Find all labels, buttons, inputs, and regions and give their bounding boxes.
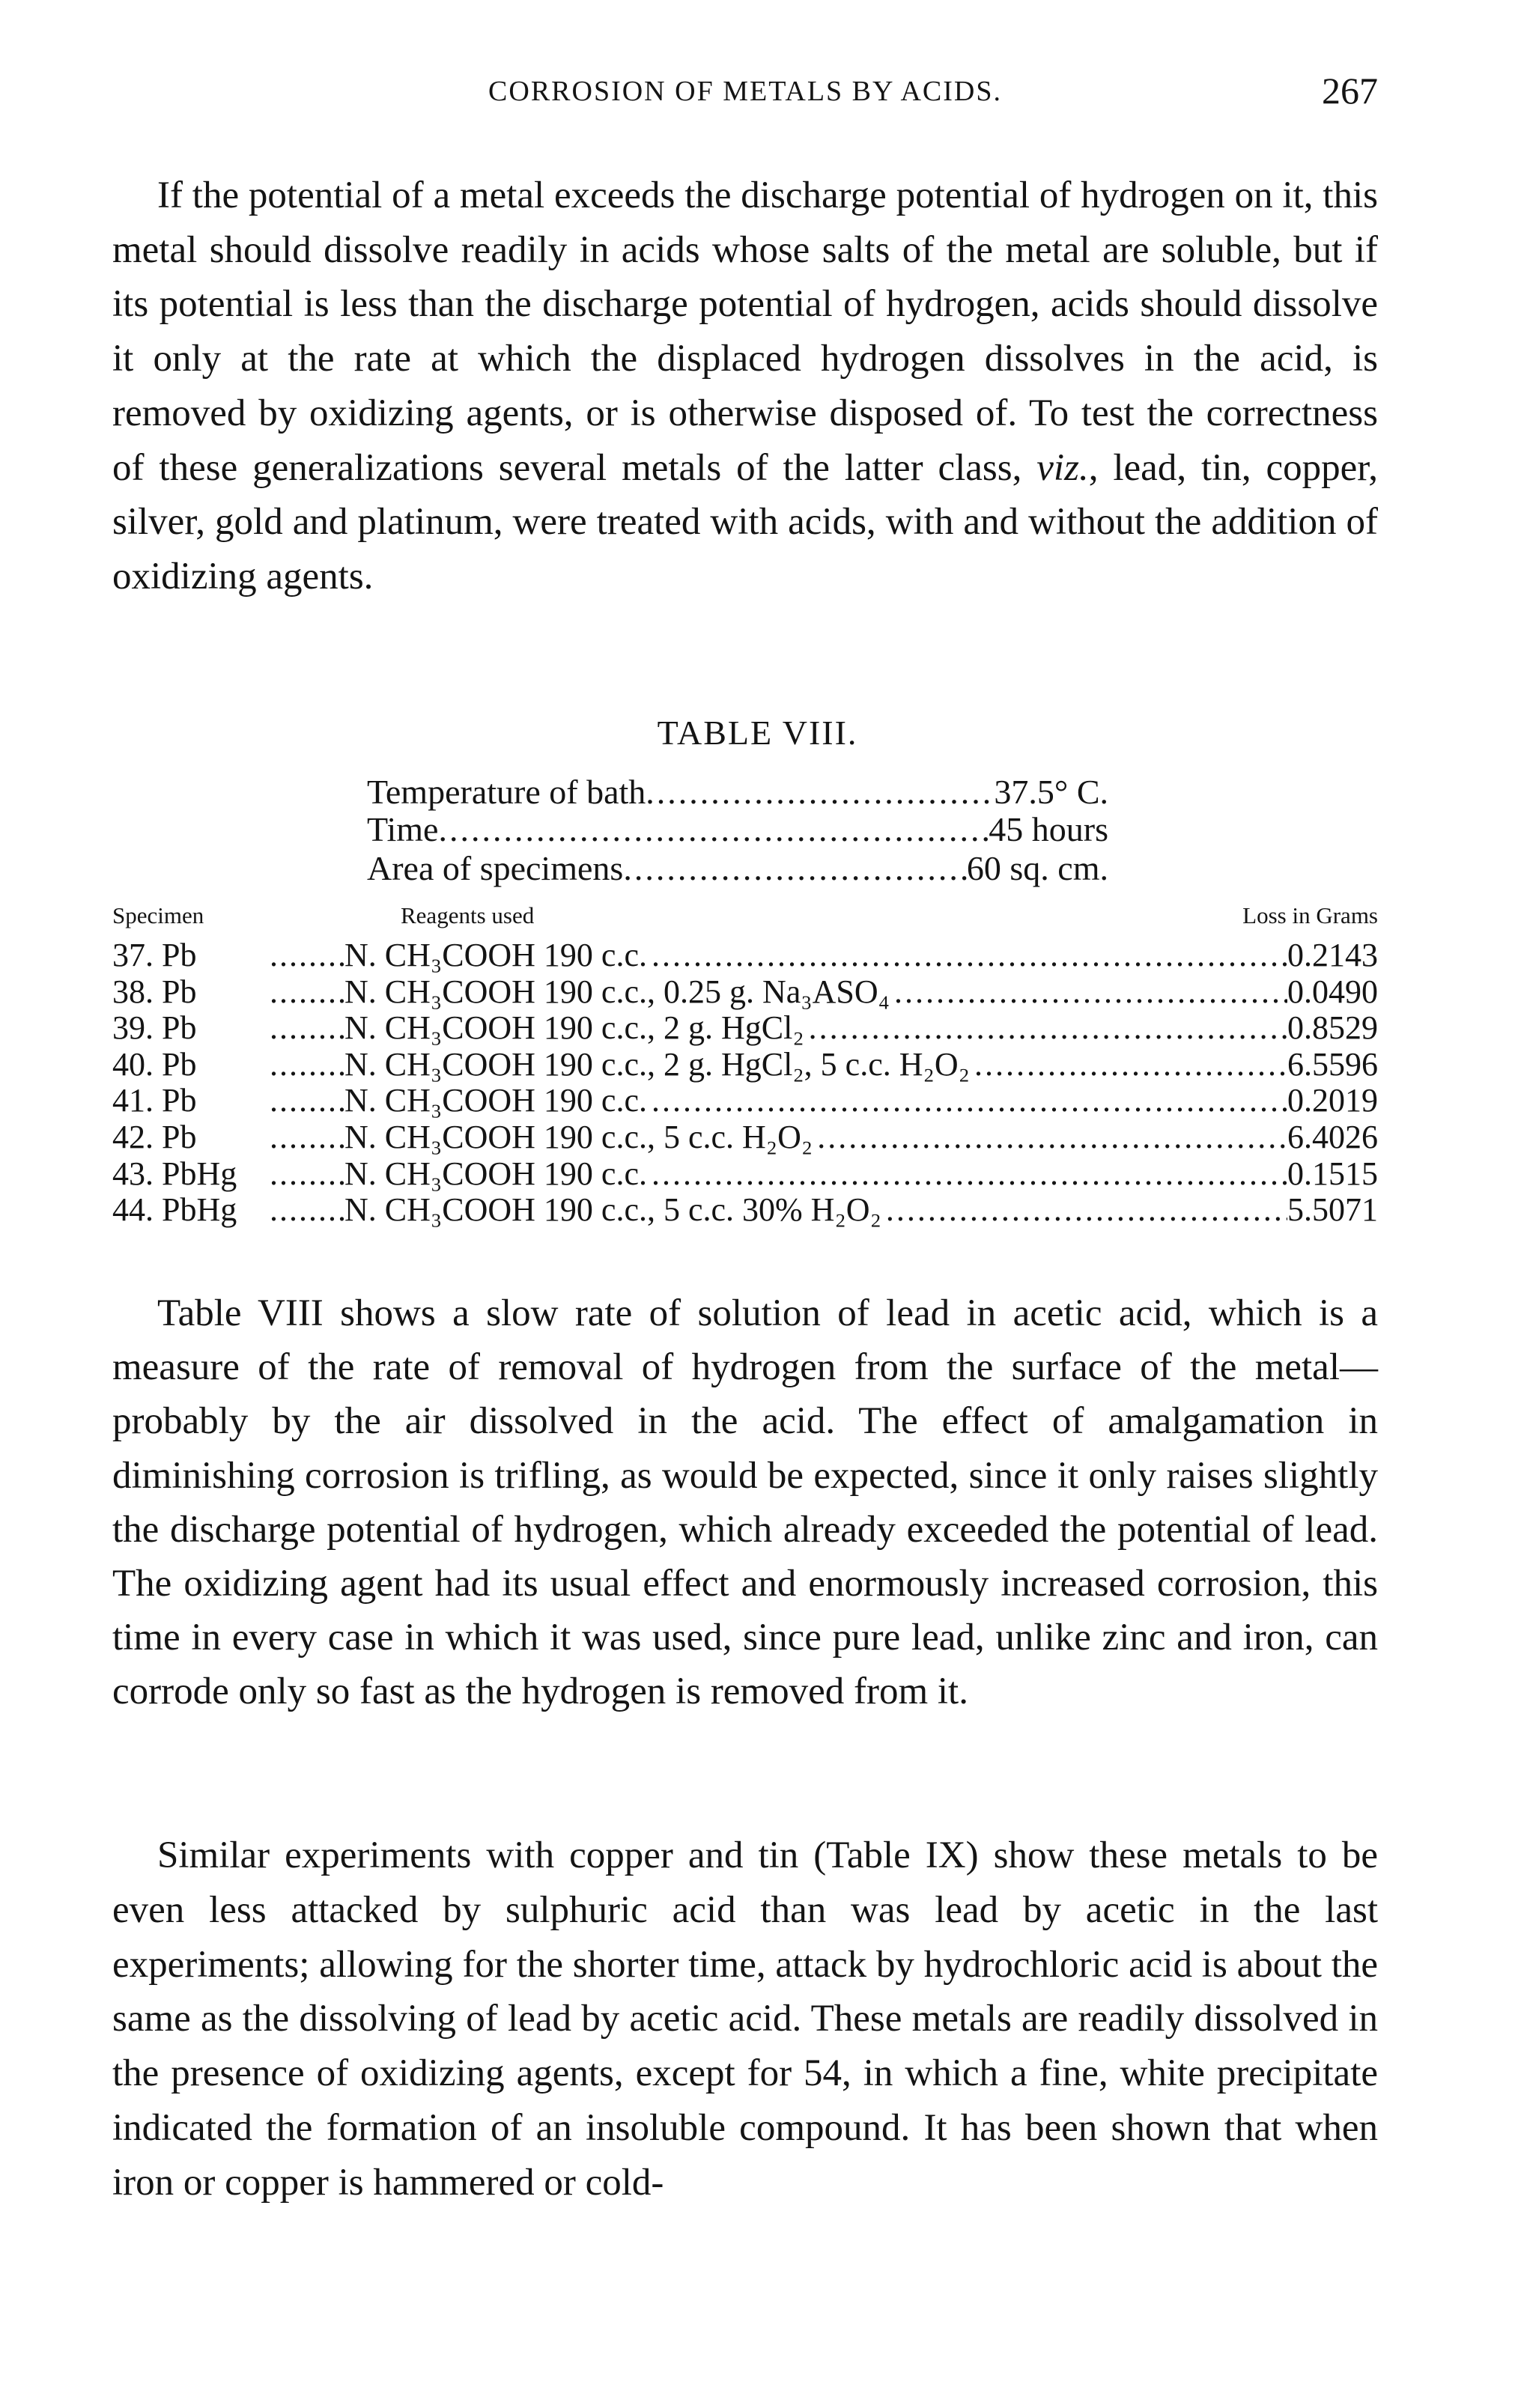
page-number: 267 bbox=[1322, 70, 1378, 112]
table-condition-temperature bbox=[367, 773, 1108, 812]
leader-dots bbox=[270, 974, 344, 1011]
table-row bbox=[112, 1156, 1378, 1193]
specimen-cell: 42. Pb bbox=[112, 1118, 197, 1155]
leader-dots bbox=[890, 974, 1287, 1011]
running-title: CORROSION OF METALS BY ACIDS. bbox=[488, 76, 1002, 107]
leader-dots bbox=[647, 1156, 1287, 1193]
running-head bbox=[112, 69, 1378, 121]
specimen-cell: 37. Pb bbox=[112, 937, 197, 973]
table-title: TABLE VIII. bbox=[657, 714, 858, 752]
paragraph-intro bbox=[112, 168, 1378, 604]
table-body bbox=[112, 937, 1378, 1229]
leader-dots bbox=[804, 1010, 1287, 1047]
paragraph-intro-text-b: , lead, tin, copper, silver, gold and platinum, were treated with acids, with and without the addition of oxidizing agents. bbox=[112, 446, 1378, 598]
reagents-cell: N. CH₃COOH 190 c.c., 2 g. HgCl₂, 5 c.c. H₂O₂ bbox=[344, 1045, 970, 1083]
table-row bbox=[112, 1192, 1378, 1229]
table-row bbox=[112, 1047, 1378, 1083]
leader-dots bbox=[270, 1192, 344, 1229]
condition-label: Temperature of bath bbox=[367, 773, 646, 811]
specimen-cell: 39. Pb bbox=[112, 1009, 197, 1047]
table-condition-time bbox=[367, 810, 1108, 849]
paragraph-copper-tin: Similar experiments with copper and tin (Table IX) show these metals to be even less attacked by sulphuric acid than was lead by acetic in the last experiments; allowing for the shorter time, attack by hydrochloric acid is about the same as the dissolving of lead by acetic acid. These metals are readily dissolved in the presence of oxidizing agents, except for 54, in which a fine, white precipitate indicated the formation of an insoluble compound. It has been shown that when iron or copper is hammered or cold- bbox=[112, 1834, 1378, 2204]
condition-value: 45 hours bbox=[989, 810, 1108, 848]
loss-cell: 0.0490 bbox=[1287, 973, 1378, 1010]
condition-value: 60 sq. cm. bbox=[966, 849, 1108, 887]
loss-cell: 0.8529 bbox=[1287, 1009, 1378, 1047]
reagents-cell: N. CH₃COOH 190 c.c., 5 c.c. 30% H₂O₂ bbox=[344, 1191, 881, 1229]
loss-cell: 5.5071 bbox=[1287, 1191, 1378, 1229]
leader-dots bbox=[270, 1156, 344, 1193]
leader-dots bbox=[647, 1083, 1287, 1119]
leader-dots bbox=[646, 773, 994, 812]
specimen-cell: 43. PbHg bbox=[112, 1155, 237, 1192]
loss-cell: 0.2019 bbox=[1287, 1082, 1378, 1119]
leader-dots bbox=[647, 937, 1287, 974]
paragraph-intro-text-a: If the potential of a metal exceeds the discharge potential of hydrogen on it, this metal should dissolve readily in acids whose salts of the metal are soluble, but if its potential is less than the discharge potential of hydrogen, acids should dissolve it only at the rate at which the displaced hydrogen dissolves in the acid, is removed by oxidizing agents, or is otherwise disposed of. To test the correctness of these generalizations several metals of the latter class, bbox=[112, 174, 1378, 489]
loss-cell: 0.2143 bbox=[1287, 937, 1378, 973]
reagents-cell: N. CH₃COOH 190 c.c., 5 c.c. H₂O₂ bbox=[344, 1118, 813, 1155]
leader-dots bbox=[970, 1047, 1287, 1083]
table-row bbox=[112, 1010, 1378, 1047]
reagents-cell: N. CH₃COOH 190 c.c. bbox=[344, 1082, 647, 1119]
reagents-cell: N. CH₃COOH 190 c.c., 2 g. HgCl₂ bbox=[344, 1009, 804, 1047]
loss-cell: 6.5596 bbox=[1287, 1045, 1378, 1083]
column-header-loss: Loss in Grams bbox=[1242, 902, 1378, 928]
condition-label: Area of specimens bbox=[367, 849, 624, 887]
loss-cell: 6.4026 bbox=[1287, 1118, 1378, 1155]
table-row bbox=[112, 974, 1378, 1011]
table-row bbox=[112, 937, 1378, 974]
specimen-cell: 38. Pb bbox=[112, 973, 197, 1010]
leader-dots bbox=[270, 1083, 344, 1119]
leader-dots bbox=[881, 1192, 1287, 1229]
condition-value: 37.5° C. bbox=[994, 773, 1108, 811]
leader-dots bbox=[623, 849, 967, 888]
table-condition-area bbox=[367, 849, 1108, 888]
leader-dots bbox=[270, 1010, 344, 1047]
leader-dots bbox=[270, 937, 344, 974]
leader-dots bbox=[270, 1047, 344, 1083]
leader-dots bbox=[270, 1119, 344, 1156]
leader-dots bbox=[438, 810, 989, 849]
table-row bbox=[112, 1083, 1378, 1119]
column-header-reagents: Reagents used bbox=[401, 902, 535, 928]
column-header-specimen: Specimen bbox=[112, 902, 204, 928]
leader-dots bbox=[813, 1119, 1287, 1156]
table-row bbox=[112, 1119, 1378, 1156]
specimen-cell: 44. PbHg bbox=[112, 1191, 237, 1229]
paragraph-intro-viz: viz. bbox=[1036, 446, 1089, 489]
condition-label: Time bbox=[367, 810, 439, 848]
paragraph-discussion: Table VIII shows a slow rate of solution of lead in acetic acid, which is a measure of the rate of removal of hydrogen from the surface of the metal—probably by the air dissolved in the acid. The effect of amalgamation in diminishing corrosion is trifling, as would be expected, since it only raises slightly the discharge potential of hydrogen, which already exceeded the potential of lead. The oxidizing agent had its usual effect and enormously increased corrosion, this time in every case in which it was used, since pure lead, unlike zinc and iron, can corrode only so fast as the hydrogen is removed from it. bbox=[112, 1292, 1378, 1713]
loss-cell: 0.1515 bbox=[1287, 1155, 1378, 1192]
specimen-cell: 40. Pb bbox=[112, 1045, 197, 1083]
reagents-cell: N. CH₃COOH 190 c.c. bbox=[344, 1155, 647, 1192]
specimen-cell: 41. Pb bbox=[112, 1082, 197, 1119]
reagents-cell: N. CH₃COOH 190 c.c. bbox=[344, 937, 647, 973]
reagents-cell: N. CH₃COOH 190 c.c., 0.25 g. Na₃ASO₄ bbox=[344, 973, 890, 1010]
